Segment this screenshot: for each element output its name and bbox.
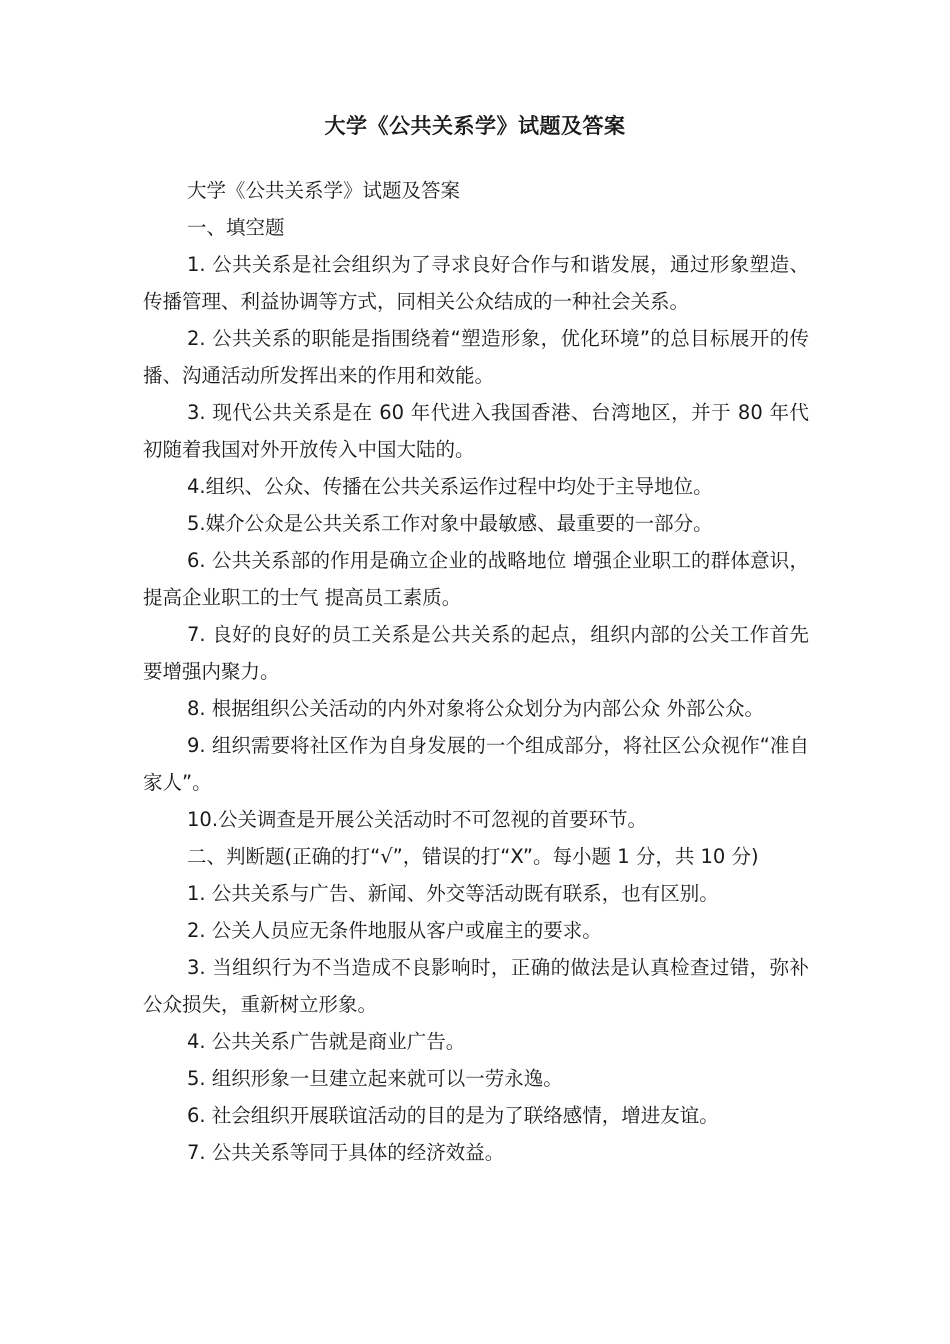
fill-in-item: 4.组织、公众、传播在公共关系运作过程中均处于主导地位。 [187, 475, 713, 498]
fill-in-item: 6. 公共关系部的作用是确立企业的战略地位 增强企业职工的群体意识，提高企业职工的士气 提高员工素质。 [143, 549, 809, 609]
fill-in-item: 5.媒介公众是公共关系工作对象中最敏感、最重要的一部分。 [187, 512, 713, 535]
fill-in-item: 10.公关调查是开展公关活动时不可忽视的首要环节。 [187, 808, 648, 831]
section-heading-true-false: 二、判断题(正确的打“√”，错误的打“X”。每小题 1 分，共 10 分) [187, 845, 759, 868]
section-heading-fill-in: 一、填空题 [187, 216, 285, 239]
fill-in-item: 3. 现代公共关系是在 60 年代进入我国香港、台湾地区，并于 80 年代初随着我国对外开放传入中国大陆的。 [143, 401, 809, 461]
fill-in-item: 9. 组织需要将社区作为自身发展的一个组成部分，将社区公众视作“准自家人”。 [143, 734, 809, 794]
fill-in-item: 7. 良好的良好的员工关系是公共关系的起点，组织内部的公关工作首先要增强内聚力。 [143, 623, 809, 683]
fill-in-item: 2. 公共关系的职能是指围绕着“塑造形象，优化环境”的总目标展开的传播、沟通活动所发挥出来的作用和效能。 [143, 327, 809, 387]
document-title: 大学《公共关系学》试题及答案 [324, 114, 626, 138]
subtitle: 大学《公共关系学》试题及答案 [187, 179, 461, 202]
true-false-item: 1. 公共关系与广告、新闻、外交等活动既有联系，也有区别。 [187, 882, 719, 905]
fill-in-item: 1. 公共关系是社会组织为了寻求良好合作与和谐发展，通过形象塑造、传播管理、利益协调等方式，同相关公众结成的一种社会关系。 [143, 253, 809, 313]
true-false-item: 4. 公共关系广告就是商业广告。 [187, 1030, 466, 1053]
document-body [143, 172, 809, 1171]
true-false-item: 2. 公关人员应无条件地服从客户或雇主的要求。 [187, 919, 602, 942]
true-false-item: 3. 当组织行为不当造成不良影响时，正确的做法是认真检查过错，弥补公众损失，重新树立形象。 [143, 956, 809, 1016]
true-false-item: 5. 组织形象一旦建立起来就可以一劳永逸。 [187, 1067, 563, 1090]
true-false-item: 7. 公共关系等同于具体的经济效益。 [187, 1141, 505, 1164]
fill-in-item: 8. 根据组织公关活动的内外对象将公众划分为内部公众 外部公众。 [187, 697, 765, 720]
true-false-item: 6. 社会组织开展联谊活动的目的是为了联络感情，增进友谊。 [187, 1104, 719, 1127]
